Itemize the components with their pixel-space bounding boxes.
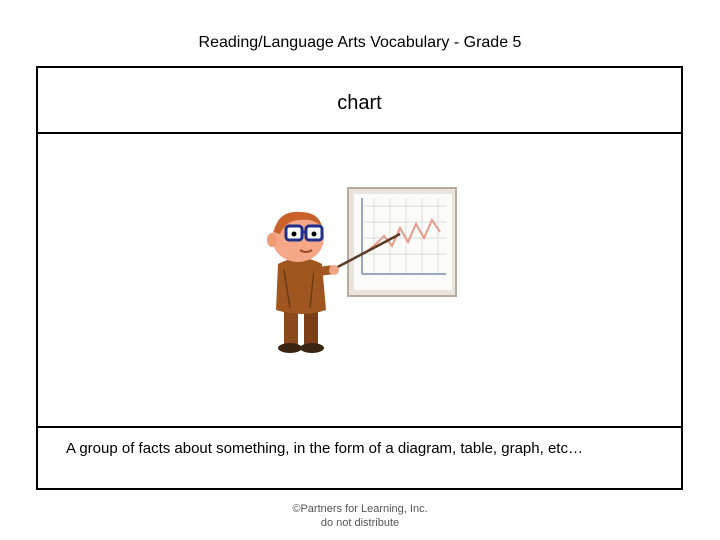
footer [0,502,720,530]
distribution-notice: do not distribute [320,517,400,529]
definition-text: A group of facts about something, in the form of a diagram, table, graph, etc… [66,440,583,457]
definition-row [38,426,681,490]
term-row [38,68,681,134]
copyright-text: ©Partners for Learning, Inc. [292,503,428,515]
page-title: Reading/Language Arts Vocabulary - Grade 5 [198,34,522,51]
vocabulary-term: chart [337,92,382,114]
teacher-chart-illustration [260,186,460,356]
vocabulary-card [36,66,683,490]
